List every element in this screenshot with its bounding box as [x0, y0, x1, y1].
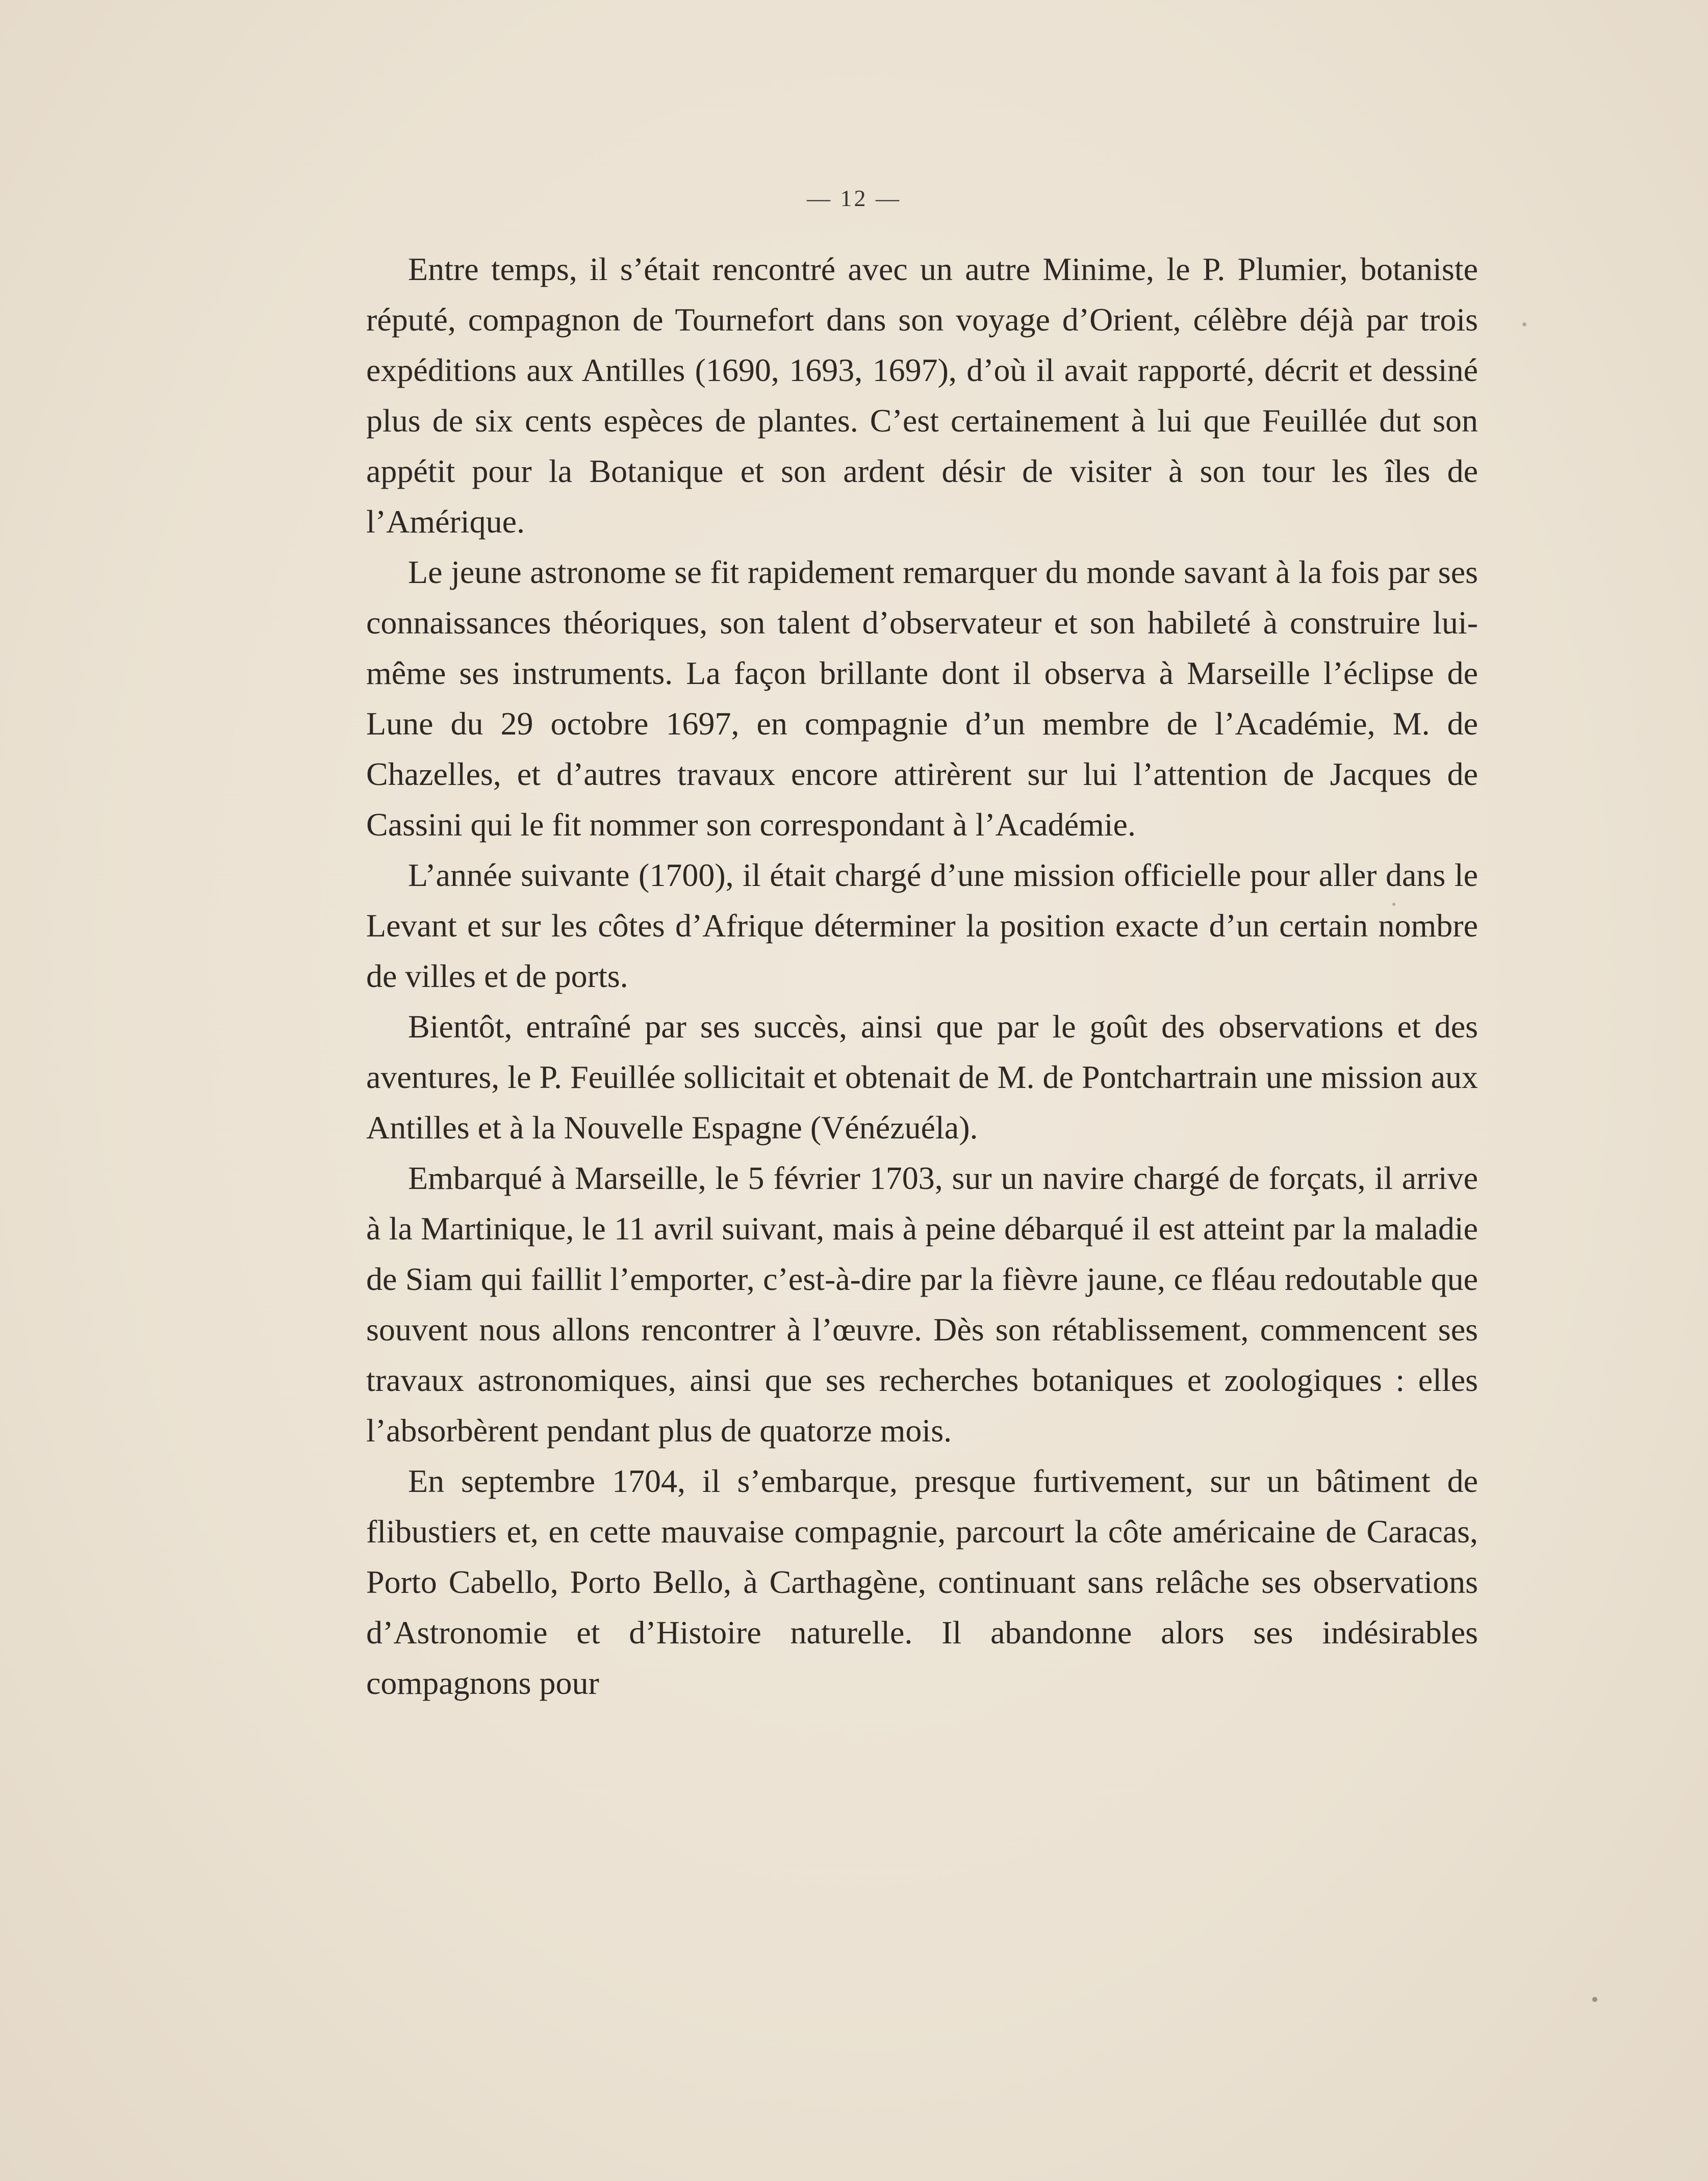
page-number: — 12 — [807, 185, 901, 211]
paragraph-6: En septembre 1704, il s’embarque, presque furtivement, sur un bâtiment de flibustiers et, en cette mauvaise compagnie, parcourt la côte américaine de Caracas, Porto Cabello, Porto Bello, à Carthagène, continuant sans relâche ses observations d’Astronomie et d’Histoire naturelle. Il abandonne alors ses indésirables compagnons pour [366, 1463, 1478, 1701]
paragraph-1: Entre temps, il s’était rencontré avec un autre Minime, le P. Plumier, botaniste réputé, compagnon de Tournefort dans son voyage d’Orient, célèbre déjà par trois expéditions aux Antilles (1690, 1693, 1697), d’où il avait rapporté, décrit et dessiné plus de six cents espèces de plantes. C’est certainement à lui que Feuillée dut son appétit pour la Botanique et son ardent désir de visiter à son tour les îles de l’Amérique. [366, 251, 1478, 540]
paper-speck [1522, 322, 1526, 326]
paper-speck [1392, 903, 1395, 906]
paragraph-5: Embarqué à Marseille, le 5 février 1703, sur un navire chargé de forçats, il arrive à la Martinique, le 11 avril suivant, mais à peine débarqué il est atteint par la maladie de Siam qui faillit l’emporter, c’est-à-dire par la fièvre jaune, ce fléau redoutable que souvent nous allons rencontrer à l’œuvre. Dès son rétablissement, commencent ses travaux astronomiques, ainsi que ses recherches botaniques et zoologiques : elles l’absorbèrent pendant plus de quatorze mois. [366, 1160, 1478, 1449]
page-body [366, 244, 1478, 1708]
paragraph-2: Le jeune astronome se fit rapidement remarquer du monde savant à la fois par ses connaissances théoriques, son talent d’observateur et son habileté à construire lui-même ses instruments. La façon brillante dont il observa à Marseille l’éclipse de Lune du 29 octobre 1697, en compagnie d’un membre de l’Académie, M. de Chazelles, et d’autres travaux encore attirèrent sur lui l’attention de Jacques de Cassini qui le fit nommer son correspondant à l’Académie. [366, 554, 1478, 843]
paragraph-3: L’année suivante (1700), il était chargé d’une mission officielle pour aller dans le Levant et sur les côtes d’Afrique déterminer la position exacte d’un certain nombre de villes et de ports. [366, 857, 1478, 994]
paragraph-4: Bientôt, entraîné par ses succès, ainsi que par le goût des observations et des aventures, le P. Feuillée sollicitait et obtenait de M. de Pontchartrain une mission aux Antilles et à la Nouvelle Espagne (Vénézuéla). [366, 1008, 1478, 1146]
paper-speck [1592, 1997, 1597, 2002]
